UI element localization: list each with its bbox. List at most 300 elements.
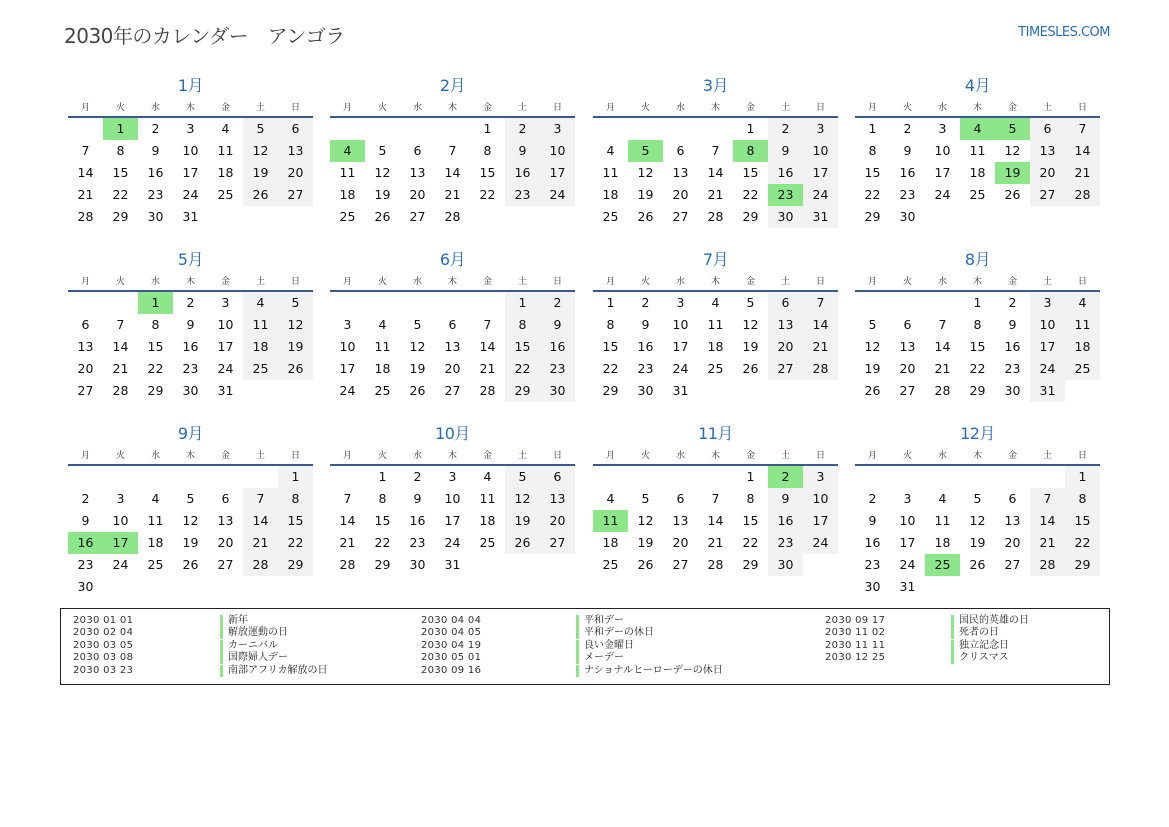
weekday-label: 土 bbox=[780, 451, 790, 461]
holiday-day: 1 bbox=[103, 118, 138, 140]
day: 18 bbox=[602, 187, 619, 202]
empty-day bbox=[330, 466, 365, 488]
holiday-day: 16 bbox=[68, 532, 103, 554]
day: 13 bbox=[1004, 513, 1021, 528]
day: 2 bbox=[903, 121, 912, 136]
holiday-name: 南部アフリカ解放の日 bbox=[220, 665, 328, 677]
day: 8 bbox=[746, 491, 755, 506]
month-block bbox=[855, 248, 1100, 402]
day: 10 bbox=[339, 339, 356, 354]
day: 11 bbox=[934, 513, 951, 528]
day: 5 bbox=[641, 491, 650, 506]
weekend-day: 21 bbox=[1030, 532, 1065, 554]
month-block bbox=[68, 74, 313, 228]
weekend-day: 4 bbox=[243, 292, 278, 314]
weekend-day: 5 bbox=[505, 466, 540, 488]
weekend-day: 22 bbox=[505, 358, 540, 380]
empty-day bbox=[855, 292, 890, 314]
weekend-day: 15 bbox=[505, 336, 540, 358]
week-row bbox=[330, 184, 575, 206]
weekend-day: 20 bbox=[768, 336, 803, 358]
day: 21 bbox=[339, 535, 356, 550]
day: 27 bbox=[409, 209, 426, 224]
week-row bbox=[330, 206, 575, 228]
week-row bbox=[330, 292, 575, 314]
empty-day bbox=[1065, 576, 1100, 598]
weekend-day: 28 bbox=[803, 358, 838, 380]
day: 1 bbox=[606, 295, 615, 310]
month-name: 8月 bbox=[964, 250, 991, 269]
empty-day bbox=[103, 292, 138, 314]
empty-day bbox=[1065, 380, 1100, 402]
empty-day bbox=[540, 206, 575, 228]
holiday-name: 独立記念日 bbox=[951, 640, 1009, 652]
weekend-day: 1 bbox=[505, 292, 540, 314]
week-row bbox=[855, 554, 1100, 576]
weekend-day: 9 bbox=[768, 140, 803, 162]
day: 1 bbox=[378, 469, 387, 484]
weekend-day: 13 bbox=[540, 488, 575, 510]
day: 3 bbox=[343, 317, 352, 332]
weekend-day: 16 bbox=[505, 162, 540, 184]
weekday-label: 土 bbox=[1042, 103, 1052, 113]
day: 11 bbox=[602, 165, 619, 180]
weekday-label: 日 bbox=[815, 451, 825, 461]
weekday-label: 日 bbox=[290, 103, 300, 113]
day: 10 bbox=[217, 317, 234, 332]
week-row bbox=[330, 314, 575, 336]
week-row bbox=[593, 488, 838, 510]
day: 18 bbox=[602, 535, 619, 550]
day: 7 bbox=[343, 491, 352, 506]
weekend-day: 12 bbox=[243, 140, 278, 162]
weekday-label: 木 bbox=[185, 277, 195, 287]
week-row bbox=[855, 358, 1100, 380]
week-row bbox=[330, 554, 575, 576]
day: 30 bbox=[864, 579, 881, 594]
empty-day bbox=[925, 466, 960, 488]
month-block bbox=[855, 422, 1100, 598]
weekday-label: 土 bbox=[1042, 451, 1052, 461]
day: 11 bbox=[707, 317, 724, 332]
weekday-header bbox=[855, 98, 1100, 118]
holiday-day: 4 bbox=[960, 118, 995, 140]
day: 31 bbox=[444, 557, 461, 572]
day: 12 bbox=[969, 513, 986, 528]
day: 10 bbox=[444, 491, 461, 506]
week-row bbox=[68, 576, 313, 598]
week-row bbox=[593, 466, 838, 488]
day: 2 bbox=[186, 295, 195, 310]
day: 19 bbox=[182, 535, 199, 550]
empty-day bbox=[68, 466, 103, 488]
day: 26 bbox=[637, 557, 654, 572]
weekday-header bbox=[68, 446, 313, 466]
month-name: 9月 bbox=[177, 424, 204, 443]
empty-day bbox=[173, 466, 208, 488]
day: 21 bbox=[934, 361, 951, 376]
weekend-day: 29 bbox=[1065, 554, 1100, 576]
week-row bbox=[855, 532, 1100, 554]
week-row bbox=[855, 466, 1100, 488]
weekday-label: 木 bbox=[447, 451, 457, 461]
weekend-day: 3 bbox=[803, 466, 838, 488]
day: 25 bbox=[602, 209, 619, 224]
empty-day bbox=[1030, 466, 1065, 488]
day: 26 bbox=[637, 209, 654, 224]
weekend-day: 6 bbox=[1030, 118, 1065, 140]
weekday-header bbox=[593, 272, 838, 292]
weekend-day: 16 bbox=[540, 336, 575, 358]
weekend-day: 16 bbox=[768, 162, 803, 184]
day: 30 bbox=[899, 209, 916, 224]
day: 13 bbox=[899, 339, 916, 354]
empty-day bbox=[890, 292, 925, 314]
day: 24 bbox=[899, 557, 916, 572]
weekday-label: 水 bbox=[412, 277, 422, 287]
day: 4 bbox=[378, 317, 387, 332]
day: 19 bbox=[409, 361, 426, 376]
weekend-day: 14 bbox=[803, 314, 838, 336]
day: 7 bbox=[81, 143, 90, 158]
weekend-day: 23 bbox=[540, 358, 575, 380]
month-block bbox=[593, 422, 838, 576]
weekend-day: 6 bbox=[540, 466, 575, 488]
holiday-date: 2030 02 04 bbox=[73, 627, 134, 639]
day: 8 bbox=[973, 317, 982, 332]
weekday-label: 月 bbox=[867, 277, 877, 287]
holiday-day: 8 bbox=[733, 140, 768, 162]
day: 22 bbox=[969, 361, 986, 376]
day: 15 bbox=[374, 513, 391, 528]
month-block bbox=[330, 248, 575, 402]
empty-day bbox=[925, 206, 960, 228]
day: 18 bbox=[479, 513, 496, 528]
weekend-day: 26 bbox=[278, 358, 313, 380]
week-row bbox=[68, 380, 313, 402]
weekend-day: 25 bbox=[243, 358, 278, 380]
weekday-label: 土 bbox=[255, 277, 265, 287]
weekend-day: 8 bbox=[505, 314, 540, 336]
week-row bbox=[593, 336, 838, 358]
day: 5 bbox=[186, 491, 195, 506]
weekend-day: 15 bbox=[1065, 510, 1100, 532]
empty-day bbox=[1030, 206, 1065, 228]
weekday-label: 日 bbox=[1077, 103, 1087, 113]
weekday-label: 土 bbox=[517, 103, 527, 113]
weekday-label: 木 bbox=[185, 103, 195, 113]
week-row bbox=[330, 488, 575, 510]
weekday-label: 土 bbox=[517, 277, 527, 287]
weekday-label: 金 bbox=[482, 103, 492, 113]
weekday-header bbox=[855, 272, 1100, 292]
weekend-day: 2 bbox=[768, 118, 803, 140]
holiday-day: 1 bbox=[138, 292, 173, 314]
weekday-label: 日 bbox=[1077, 277, 1087, 287]
holiday-day: 5 bbox=[995, 118, 1030, 140]
weekday-label: 日 bbox=[1077, 451, 1087, 461]
day: 1 bbox=[868, 121, 877, 136]
day: 22 bbox=[742, 535, 759, 550]
holiday-day: 2 bbox=[768, 466, 803, 488]
day: 16 bbox=[147, 165, 164, 180]
day: 23 bbox=[409, 535, 426, 550]
weekday-label: 金 bbox=[220, 277, 230, 287]
weekday-label: 木 bbox=[972, 277, 982, 287]
empty-day bbox=[103, 466, 138, 488]
weekday-label: 金 bbox=[745, 103, 755, 113]
day: 19 bbox=[742, 339, 759, 354]
weekday-label: 月 bbox=[342, 103, 352, 113]
week-row bbox=[593, 554, 838, 576]
day: 7 bbox=[711, 491, 720, 506]
holiday-day: 11 bbox=[593, 510, 628, 532]
day: 22 bbox=[112, 187, 129, 202]
week-row bbox=[330, 510, 575, 532]
empty-day bbox=[628, 118, 663, 140]
holiday-date: 2030 04 19 bbox=[421, 639, 482, 651]
day: 18 bbox=[969, 165, 986, 180]
day: 4 bbox=[221, 121, 230, 136]
day: 4 bbox=[606, 143, 615, 158]
week-row bbox=[593, 118, 838, 140]
weekend-day: 24 bbox=[540, 184, 575, 206]
day: 29 bbox=[602, 383, 619, 398]
holiday-date: 2030 09 17 bbox=[825, 615, 886, 626]
week-row bbox=[330, 118, 575, 140]
week-row bbox=[593, 184, 838, 206]
day: 18 bbox=[934, 535, 951, 550]
weekday-label: 水 bbox=[937, 451, 947, 461]
day: 28 bbox=[707, 209, 724, 224]
weekend-day: 27 bbox=[768, 358, 803, 380]
weekday-label: 木 bbox=[710, 451, 720, 461]
day: 2 bbox=[868, 491, 877, 506]
week-row bbox=[855, 118, 1100, 140]
empty-day bbox=[925, 292, 960, 314]
day: 7 bbox=[448, 143, 457, 158]
day: 21 bbox=[707, 187, 724, 202]
day: 18 bbox=[147, 535, 164, 550]
day: 3 bbox=[676, 295, 685, 310]
day: 9 bbox=[868, 513, 877, 528]
weekday-label: 火 bbox=[640, 103, 650, 113]
month-block bbox=[68, 248, 313, 402]
day: 14 bbox=[444, 165, 461, 180]
holiday-day: 19 bbox=[995, 162, 1030, 184]
holiday-date: 2030 01 01 bbox=[73, 615, 134, 626]
weekday-label: 土 bbox=[517, 451, 527, 461]
day: 10 bbox=[934, 143, 951, 158]
day: 25 bbox=[217, 187, 234, 202]
empty-day bbox=[995, 466, 1030, 488]
week-row bbox=[330, 162, 575, 184]
empty-day bbox=[505, 206, 540, 228]
weekend-day: 17 bbox=[540, 162, 575, 184]
day: 20 bbox=[672, 187, 689, 202]
empty-day bbox=[925, 576, 960, 598]
day: 19 bbox=[374, 187, 391, 202]
week-row bbox=[593, 140, 838, 162]
weekday-label: 木 bbox=[972, 103, 982, 113]
day: 5 bbox=[868, 317, 877, 332]
weekday-label: 金 bbox=[1007, 103, 1017, 113]
week-row bbox=[855, 162, 1100, 184]
day: 12 bbox=[742, 317, 759, 332]
day: 11 bbox=[479, 491, 496, 506]
empty-day bbox=[593, 466, 628, 488]
weekday-header bbox=[330, 98, 575, 118]
day: 15 bbox=[969, 339, 986, 354]
weekday-label: 月 bbox=[605, 277, 615, 287]
day: 17 bbox=[899, 535, 916, 550]
day: 25 bbox=[969, 187, 986, 202]
day: 13 bbox=[444, 339, 461, 354]
week-row bbox=[68, 358, 313, 380]
day: 30 bbox=[182, 383, 199, 398]
site-link[interactable]: TIMESLES.COM bbox=[1018, 25, 1110, 40]
day: 12 bbox=[1004, 143, 1021, 158]
day: 6 bbox=[221, 491, 230, 506]
week-row bbox=[68, 554, 313, 576]
week-row bbox=[593, 292, 838, 314]
day: 28 bbox=[444, 209, 461, 224]
week-row bbox=[330, 532, 575, 554]
weekend-day: 13 bbox=[278, 140, 313, 162]
day: 12 bbox=[409, 339, 426, 354]
weekend-day: 6 bbox=[278, 118, 313, 140]
week-row bbox=[68, 162, 313, 184]
day: 1 bbox=[746, 469, 755, 484]
weekday-label: 日 bbox=[815, 277, 825, 287]
month-name: 7月 bbox=[702, 250, 729, 269]
weekday-label: 金 bbox=[482, 451, 492, 461]
week-row bbox=[855, 206, 1100, 228]
empty-day bbox=[663, 466, 698, 488]
holiday-date: 2030 09 16 bbox=[421, 664, 482, 676]
weekend-day: 23 bbox=[505, 184, 540, 206]
weekend-day: 5 bbox=[278, 292, 313, 314]
day: 9 bbox=[186, 317, 195, 332]
day: 5 bbox=[378, 143, 387, 158]
weekday-label: 月 bbox=[342, 451, 352, 461]
day: 26 bbox=[864, 383, 881, 398]
empty-day bbox=[68, 118, 103, 140]
day: 28 bbox=[112, 383, 129, 398]
week-row bbox=[593, 358, 838, 380]
weekend-day: 5 bbox=[243, 118, 278, 140]
day: 19 bbox=[637, 187, 654, 202]
weekend-day: 30 bbox=[768, 206, 803, 228]
day: 14 bbox=[339, 513, 356, 528]
day: 26 bbox=[969, 557, 986, 572]
weekend-day: 26 bbox=[505, 532, 540, 554]
empty-day bbox=[628, 466, 663, 488]
holiday-list bbox=[60, 608, 1110, 685]
weekday-label: 日 bbox=[552, 277, 562, 287]
day: 15 bbox=[112, 165, 129, 180]
month-name: 10月 bbox=[435, 424, 470, 443]
day: 11 bbox=[374, 339, 391, 354]
day: 5 bbox=[746, 295, 755, 310]
day: 18 bbox=[707, 339, 724, 354]
day: 20 bbox=[444, 361, 461, 376]
day: 18 bbox=[217, 165, 234, 180]
empty-day bbox=[995, 576, 1030, 598]
holiday-date: 2030 12 25 bbox=[825, 652, 886, 664]
day: 2 bbox=[413, 469, 422, 484]
day: 8 bbox=[868, 143, 877, 158]
day: 4 bbox=[938, 491, 947, 506]
weekend-day: 11 bbox=[1065, 314, 1100, 336]
day: 16 bbox=[637, 339, 654, 354]
weekend-day: 8 bbox=[1065, 488, 1100, 510]
weekday-label: 水 bbox=[675, 451, 685, 461]
day: 3 bbox=[186, 121, 195, 136]
weekend-day: 7 bbox=[1065, 118, 1100, 140]
day: 10 bbox=[112, 513, 129, 528]
day: 17 bbox=[217, 339, 234, 354]
weekend-day: 16 bbox=[768, 510, 803, 532]
day: 5 bbox=[413, 317, 422, 332]
day: 13 bbox=[77, 339, 94, 354]
weekend-day: 18 bbox=[243, 336, 278, 358]
empty-day bbox=[470, 206, 505, 228]
weekend-day: 17 bbox=[803, 162, 838, 184]
day: 20 bbox=[899, 361, 916, 376]
holiday-date: 2030 03 23 bbox=[73, 664, 134, 676]
weekend-day: 29 bbox=[505, 380, 540, 402]
weekday-header bbox=[330, 272, 575, 292]
weekend-day: 26 bbox=[243, 184, 278, 206]
day: 29 bbox=[374, 557, 391, 572]
day: 25 bbox=[374, 383, 391, 398]
day: 27 bbox=[672, 209, 689, 224]
day: 30 bbox=[147, 209, 164, 224]
empty-day bbox=[400, 292, 435, 314]
day: 6 bbox=[676, 491, 685, 506]
weekend-day: 10 bbox=[803, 140, 838, 162]
weekday-label: 水 bbox=[937, 103, 947, 113]
day: 12 bbox=[637, 165, 654, 180]
weekday-label: 火 bbox=[902, 451, 912, 461]
day: 20 bbox=[1004, 535, 1021, 550]
day: 20 bbox=[409, 187, 426, 202]
day: 18 bbox=[339, 187, 356, 202]
day: 9 bbox=[1008, 317, 1017, 332]
day: 15 bbox=[479, 165, 496, 180]
weekend-day: 20 bbox=[540, 510, 575, 532]
empty-day bbox=[960, 576, 995, 598]
week-row bbox=[68, 466, 313, 488]
day: 7 bbox=[938, 317, 947, 332]
weekday-label: 木 bbox=[972, 451, 982, 461]
holiday-day: 5 bbox=[628, 140, 663, 162]
day: 15 bbox=[742, 513, 759, 528]
weekend-day: 17 bbox=[803, 510, 838, 532]
weekend-day: 29 bbox=[278, 554, 313, 576]
holiday-name: カーニバル bbox=[220, 640, 278, 652]
empty-day bbox=[960, 466, 995, 488]
day: 13 bbox=[409, 165, 426, 180]
day: 15 bbox=[147, 339, 164, 354]
week-row bbox=[593, 510, 838, 532]
week-row bbox=[855, 576, 1100, 598]
weekday-label: 土 bbox=[1042, 277, 1052, 287]
weekday-label: 火 bbox=[377, 103, 387, 113]
day: 22 bbox=[147, 361, 164, 376]
empty-day bbox=[855, 466, 890, 488]
